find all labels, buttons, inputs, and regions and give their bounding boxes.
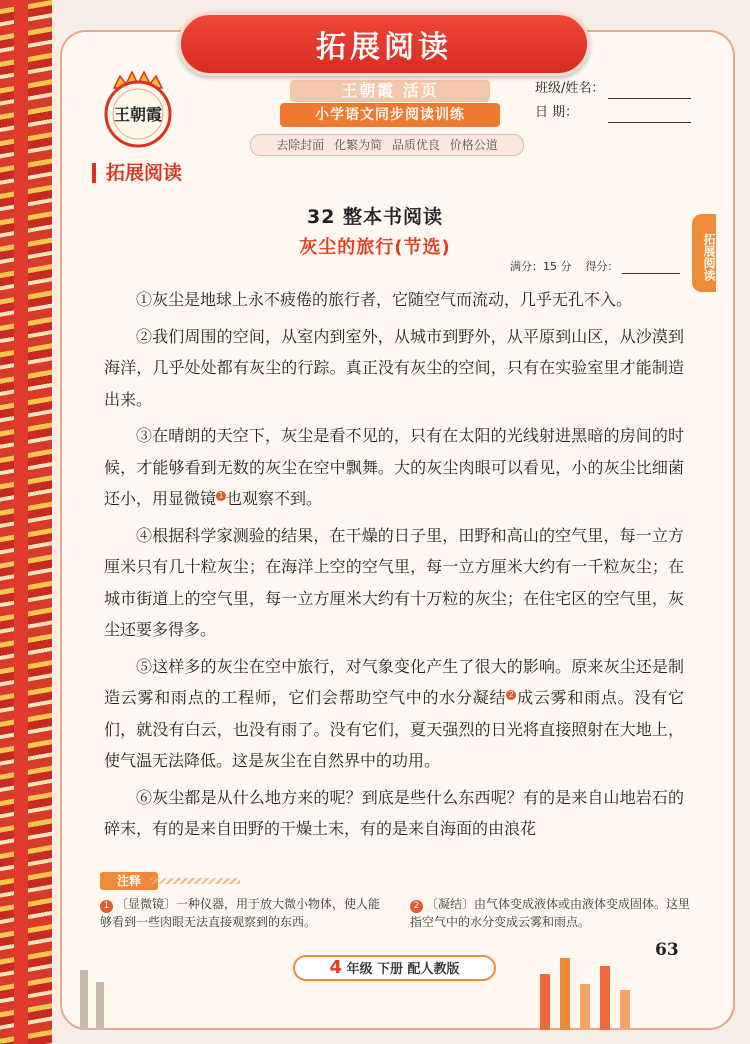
footnote-number: 2 [410,900,423,913]
class-name-field[interactable] [608,98,691,99]
section-label: 拓展阅读 [92,163,182,183]
decorative-left-band [14,0,28,1044]
footnote-text: 〔凝结〕由气体变成液体或由液体变成固体。这里指空气中的水分变成云雾和雨点。 [410,897,691,929]
brand-series: 小学语文同步阅读训练 [280,103,500,127]
footnote-text: 〔显微镜〕一种仪器，用于放大微小物体，使人能够看到一些肉眼无法直接观察到的东西。 [100,897,381,929]
score-field[interactable] [622,263,680,274]
grade-text: 年级 下册 配人教版 [346,962,460,977]
full-score: 满分：15 分 [510,260,572,273]
grade-number: 4 [329,957,342,978]
paragraph: ③在晴朗的天空下，灰尘是看不见的，只有在太阳的光线射进黑暗的房间的时候，才能够看到无数的灰尘在空中飘舞。大的灰尘肉眼可以看见，小的灰尘比细菌还小，用显微镜 1 也观察不到。 [104,426,684,508]
footnote-item [100,895,390,931]
paragraph: ①灰尘是地球上永不疲倦的旅行者，它随空气而流动，几乎无孔不入。 [136,290,633,309]
score-label: 得分： [585,260,619,273]
footnote-item [410,895,695,931]
grade-label [293,955,496,981]
logo-text: 王朝霞 [113,105,163,124]
paragraph: ②我们周围的空间，从室内到室外，从城市到野外，从平原到山区，从沙漠到海洋，几乎处处都有灰尘的行踪。真正没有灰尘的空间，只有在实验室里才能制造出来。 [104,326,684,409]
paragraph: ⑤这样多的灰尘在空中旅行，对气象变化产生了很大的影响。原来灰尘还是制造云雾和雨点的工程师，它们会帮助空气中的水分凝结 2 成云雾和雨点。没有它们，就没有白云，也没有雨了。没有它们，夏天强烈的日光将直接照射在大地上，使气温无法降低。这是灰尘在自然界中的功用。 [104,656,684,770]
date-field[interactable] [608,122,691,123]
article-title: 灰尘的旅行(节选) [299,237,451,258]
date-label: 日 期： [535,105,579,120]
brand-name: 王朝霞 活页 [290,80,490,102]
top-banner: 拓展阅读 [178,12,590,76]
paragraph: ④根据科学家测验的结果，在干燥的日子里，田野和高山的空气里，每一立方厘米只有几十粒灰尘；在海洋上空的空气里，每一立方厘米大约有一千粒灰尘；在城市街道上的空气里，每一立方厘米大约有十万粒的灰尘；在住宅区的空气里，灰尘还要多得多。 [104,525,684,639]
brand-logo [94,70,182,150]
article-body [104,284,684,850]
notes-heading-rule [150,878,240,884]
unit-title: 32 整本书阅读 [306,206,444,228]
score-line [510,258,680,274]
class-name-label: 班级/姓名： [535,81,605,96]
page-number: 63 [655,940,679,960]
footnote-number: 1 [100,900,113,913]
slogan: 去除封面 化繁为简 品质优良 价格公道 [250,134,524,156]
paragraph: ⑥灰尘都是从什么地方来的呢？到底是些什么东西呢？有的是来自山地岩石的碎末，有的是来自田野的干燥土末，有的是来自海面的由浪花 [104,787,684,838]
footnote-marker: 2 [506,690,516,700]
footnote-marker: 1 [216,491,226,501]
notes-heading: 注释 [100,872,158,890]
student-info [535,78,695,128]
side-tab: 拓展阅读 [692,214,716,292]
